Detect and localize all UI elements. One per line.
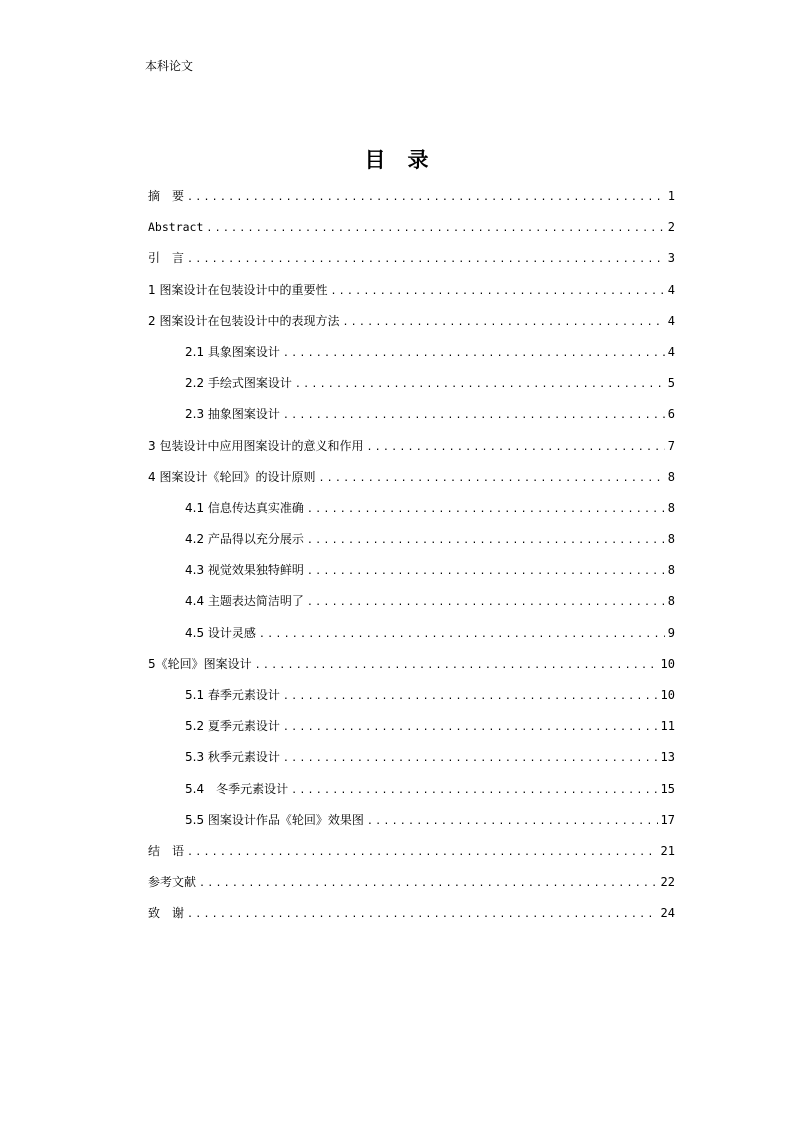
toc-dot-leader [307,530,665,552]
toc-entry-label: 4.2 产品得以充分展示 [185,532,304,547]
toc-entry-introduction[interactable] [148,247,675,278]
toc-entry-label: 致 谢 [148,906,185,921]
toc-dot-leader [187,904,658,926]
toc-entry-chapter-1[interactable] [148,279,675,310]
toc-entry-label: 5.4 冬季元素设计 [185,781,289,796]
toc-entry-chapter-2[interactable] [148,310,675,341]
toc-dot-leader [255,655,658,677]
toc-entry-page: 9 [667,625,675,640]
toc-entry-page: 21 [660,843,675,858]
toc-entry-label: 4.3 视觉效果独特鲜明 [185,563,304,578]
toc-entry-label: 摘 要 [148,189,185,203]
toc-entry-page: 15 [660,781,675,796]
toc-entry-section-4-2[interactable] [148,528,675,559]
toc-dot-leader [291,780,657,802]
toc-entry-label: 5.3 秋季元素设计 [185,750,280,765]
toc-entry-section-4-5[interactable] [148,622,675,653]
toc-entry-page: 8 [667,469,675,484]
toc-dot-leader [259,624,665,646]
toc-entry-section-5-2[interactable] [148,715,675,746]
toc-entry-label: 4.5 设计灵感 [185,625,256,640]
toc-dot-leader [187,842,658,864]
toc-entry-chapter-5[interactable] [148,653,675,684]
toc-entry-label: 5.5 图案设计作品《轮回》效果图 [185,812,364,827]
toc-entry-abstract-en[interactable] [148,216,675,247]
toc-dot-leader [367,811,658,833]
toc-entry-page: 2 [667,220,675,235]
toc-entry-references[interactable] [148,871,675,902]
toc-entry-page: 8 [667,532,675,547]
toc-entry-label: 结 语 [148,843,185,858]
toc-dot-leader [199,873,658,895]
toc-entry-page: 24 [660,906,675,921]
toc-entry-page: 13 [660,750,675,765]
toc-dot-leader [283,343,665,365]
toc-dot-leader [187,187,665,209]
toc-dot-leader [366,437,664,459]
toc-dot-leader [283,748,658,770]
toc-entry-label: 5.1 春季元素设计 [185,688,280,702]
toc-entry-page: 4 [667,313,675,328]
toc-entry-page: 8 [667,563,675,578]
toc-entry-page: 8 [667,594,675,609]
toc-entry-label: 4.4 主题表达简洁明了 [185,594,304,609]
toc-dot-leader [330,281,664,303]
toc-dot-leader [283,405,665,427]
toc-entry-page: 10 [660,688,675,702]
toc-entry-section-4-4[interactable] [148,590,675,621]
toc-entry-label: 2.2 手绘式图案设计 [185,376,292,391]
toc-dot-leader [342,312,664,334]
toc-entry-label: 1 图案设计在包装设计中的重要性 [148,282,328,297]
toc-entry-page: 3 [667,251,675,266]
toc-entry-section-4-3[interactable] [148,559,675,590]
toc-entry-page: 6 [667,407,675,422]
toc-entry-page: 22 [660,875,675,890]
toc-entry-section-5-3[interactable] [148,746,675,777]
toc-entry-label: 参考文献 [148,875,197,890]
toc-entry-page: 4 [667,282,675,297]
toc-entry-acknowledgements[interactable] [148,902,675,933]
toc-entry-label: Abstract [148,220,204,235]
toc-dot-leader [307,592,665,614]
toc-entry-chapter-4[interactable] [148,466,675,497]
toc-entry-page: 8 [667,500,675,515]
page-title: 目录 [364,148,451,172]
toc-entry-label: 5《轮回》图案设计 [148,656,252,671]
toc-entry-section-2-1[interactable] [148,341,675,372]
page-header: 本科论文 [145,59,194,73]
toc-entry-section-2-3[interactable] [148,403,675,434]
toc-entry-section-5-1[interactable] [148,684,675,715]
toc-dot-leader [318,468,664,490]
toc-entry-section-2-2[interactable] [148,372,675,403]
toc-entry-label: 2.1 具象图案设计 [185,344,280,359]
toc-entry-section-4-1[interactable] [148,497,675,528]
toc-entry-section-5-4[interactable] [148,778,675,809]
toc-dot-leader [206,218,664,240]
toc-entry-label: 2 图案设计在包装设计中的表现方法 [148,313,340,328]
toc-entry-label: 4 图案设计《轮回》的设计原则 [148,469,316,484]
toc-entry-label: 2.3 抽象图案设计 [185,407,280,422]
toc-entry-page: 4 [667,344,675,359]
toc-dot-leader [307,561,665,583]
toc-entry-page: 7 [667,438,675,453]
toc-entry-label: 引 言 [148,251,185,266]
toc-entry-section-5-5[interactable] [148,809,675,840]
toc-dot-leader [283,686,658,708]
toc-dot-leader [187,249,665,271]
toc-dot-leader [307,499,665,521]
toc-dot-leader [295,374,665,396]
toc-entry-page: 10 [660,656,675,671]
toc-entry-page: 5 [667,376,675,391]
toc-entry-page: 17 [660,812,675,827]
toc-entry-chapter-3[interactable] [148,435,675,466]
toc-entry-abstract-cn[interactable] [148,185,675,216]
toc-entry-label: 4.1 信息传达真实准确 [185,500,304,515]
table-of-contents [148,185,675,934]
toc-entry-page: 11 [660,719,675,734]
toc-entry-label: 3 包装设计中应用图案设计的意义和作用 [148,438,364,453]
toc-entry-label: 5.2 夏季元素设计 [185,719,280,734]
toc-dot-leader [283,717,658,739]
toc-entry-page: 1 [667,189,675,203]
toc-entry-conclusion[interactable] [148,840,675,871]
